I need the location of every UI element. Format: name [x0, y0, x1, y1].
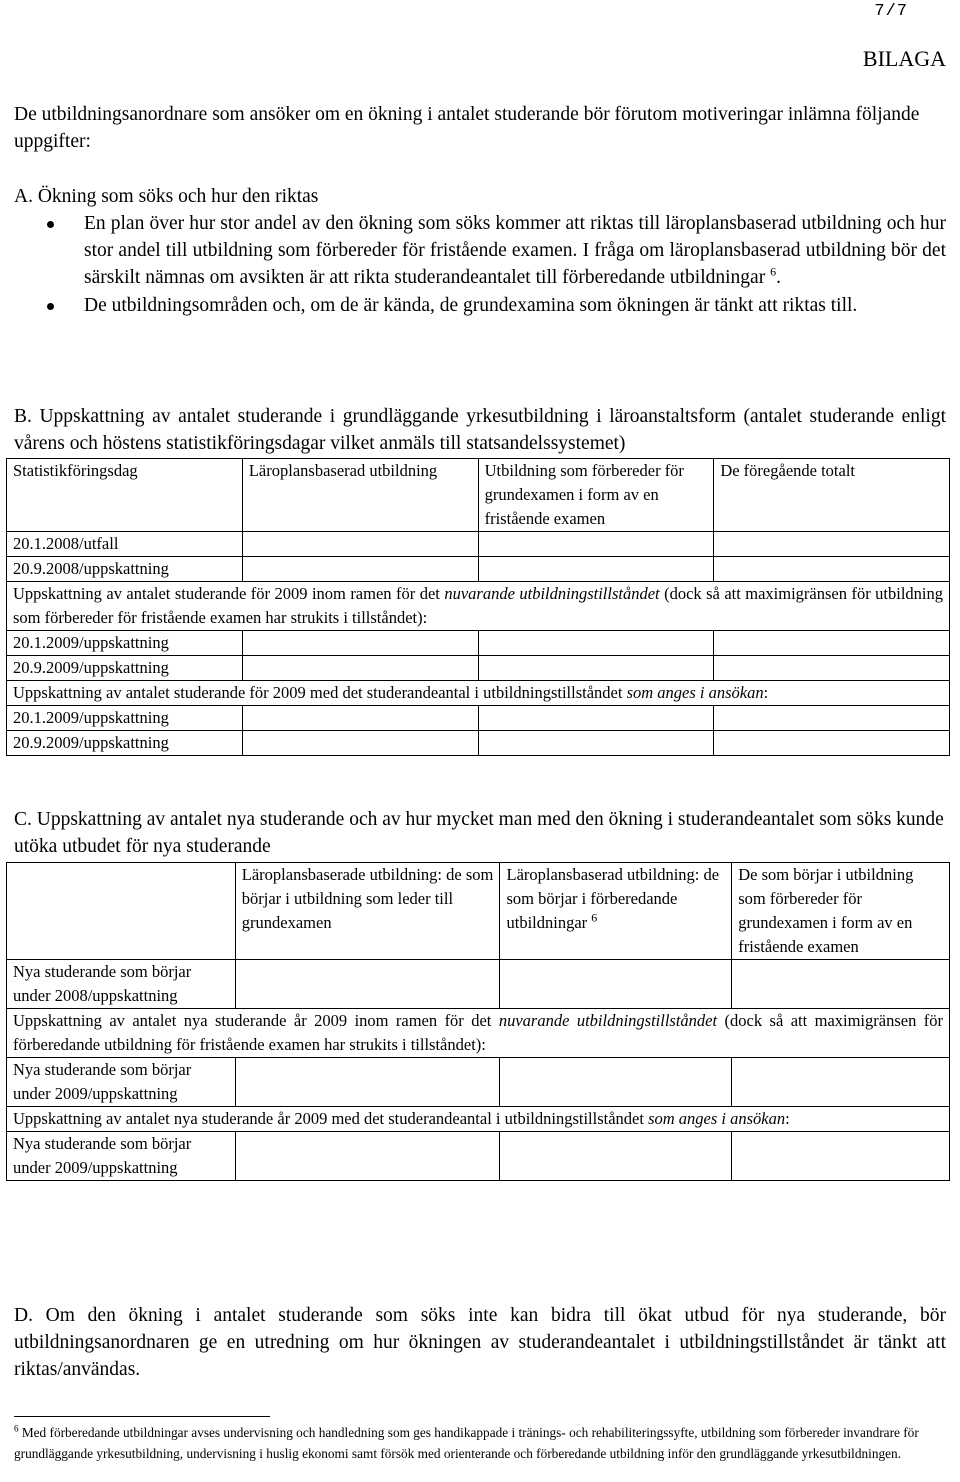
table-cell [235, 1132, 500, 1181]
section-b-table [6, 458, 950, 756]
header-cell: Läroplansbaserade utbildning: de som börjar i utbildning som leder till grundexamen [235, 863, 500, 960]
table-cell [500, 960, 732, 1009]
table-row [7, 960, 950, 1009]
table-cell [714, 631, 950, 656]
bullet-dot-icon [47, 221, 54, 228]
section-c-heading: C. Uppskattning av antalet nya studerande och av hur mycket man med den ökning i studerandeantalet som söks kunde utöka utbudet för nya studerande [14, 809, 944, 857]
table-note [7, 1009, 950, 1058]
table-cell [714, 656, 950, 681]
row-label: Nya studerande som börjar under 2008/uppskattning [7, 960, 236, 1009]
row-label: 20.1.2009/uppskattning [7, 631, 243, 656]
footnote [14, 1422, 946, 1464]
table-row [7, 532, 950, 557]
header-cell: Läroplansbaserad utbildning [242, 459, 478, 532]
row-label: 20.9.2009/uppskattning [7, 731, 243, 756]
section-a-heading: A. Ökning som söks och hur den riktas [14, 186, 319, 207]
bullet-plan-text: En plan över hur stor andel av den ökning som söks kommer att riktas till läroplansbaserad utbildning och hur stor andel till utbildning som förbereder för fristående examen. I fråga om läroplansbaserad utbildning bör det särskilt nämnas om avsikten är att rikta studerandeantalet till förberedande utbildningar [84, 213, 946, 288]
table-cell [242, 731, 478, 756]
table-cell [478, 631, 714, 656]
bullet-plan-end: . [776, 267, 781, 288]
table-cell [242, 631, 478, 656]
note-text: Uppskattning av antalet nya studerande år 2009 inom ramen för det [13, 1011, 499, 1030]
table-cell [242, 532, 478, 557]
note-emphasis: som anges i ansökan [626, 683, 764, 702]
table-cell [732, 1058, 950, 1107]
table-header-row [7, 459, 950, 532]
section-d-paragraph: D. Om den ökning i antalet studerande som söks inte kan bidra till ökat utbud för nya studerande, bör utbildningsanordnaren ge en utredning om hur ökningen av studerandeantalet i utbildningstillståndet är tänkt att riktas/användas. [14, 1305, 946, 1380]
table-row [7, 557, 950, 582]
table-cell [714, 532, 950, 557]
table-cell [714, 557, 950, 582]
header-cell: Statistikföringsdag [7, 459, 243, 532]
footnote-divider [14, 1416, 270, 1417]
header-cell: De som börjar i utbildning som förbereder för grundexamen i form av en fristående examen [732, 863, 950, 960]
table-cell [732, 960, 950, 1009]
table-row [7, 631, 950, 656]
table-note [7, 681, 950, 706]
header-cell-empty [7, 863, 236, 960]
table-row [7, 731, 950, 756]
table-note-row [7, 582, 950, 631]
note-emphasis: som anges i ansökan [648, 1109, 786, 1128]
row-label: Nya studerande som börjar under 2009/uppskattning [7, 1132, 236, 1181]
bullet-item-areas [14, 292, 946, 319]
row-label: 20.1.2009/uppskattning [7, 706, 243, 731]
table-header-row [7, 863, 950, 960]
row-label: 20.1.2008/utfall [7, 532, 243, 557]
header-cell-text: Läroplansbaserad utbildning: de som börjar i förberedande utbildningar [506, 865, 720, 932]
bullet-item-plan [14, 210, 946, 291]
table-note-row [7, 681, 950, 706]
section-b-heading: B. Uppskattning av antalet studerande i grundläggande yrkesutbildning i läroanstaltsform (antalet studerande enligt vårens och höstens statistikföringsdagar vilket anmäls till statsandelssystemet) [14, 406, 946, 454]
note-text: : [785, 1109, 790, 1128]
table-cell [242, 557, 478, 582]
table-row [7, 1132, 950, 1181]
bullet-dot-icon [47, 303, 54, 310]
appendix-label: BILAGA [862, 46, 946, 71]
table-note [7, 1107, 950, 1132]
note-emphasis: nuvarande utbildningstillståndet [498, 1011, 718, 1030]
header-cell [500, 863, 732, 960]
row-label: Nya studerande som börjar under 2009/uppskattning [7, 1058, 236, 1107]
table-cell [235, 960, 500, 1009]
table-cell [478, 557, 714, 582]
intro-paragraph: De utbildningsanordnare som ansöker om en ökning i antalet studerande bör förutom motiveringar inlämna följande uppgifter: [14, 104, 920, 152]
table-note-row [7, 1009, 950, 1058]
table-cell [500, 1058, 732, 1107]
bullet-areas-text: De utbildningsområden och, om de är kända, de grundexamina som ökningen är tänkt att riktas till. [84, 295, 858, 316]
row-label: 20.9.2008/uppskattning [7, 557, 243, 582]
footnote-ref: 6 [770, 264, 777, 279]
header-cell: De föregående totalt [714, 459, 950, 532]
note-text: : [763, 683, 769, 702]
page-number: 7/7 [874, 2, 908, 21]
section-c-table [6, 862, 950, 1181]
section-a-bullet-list [14, 210, 946, 320]
note-text: (dock så att maximigränsen för utbildning som förbereder för fristående examen har strukits i tillståndet): [13, 584, 943, 627]
footnote-number: 6 [14, 1423, 19, 1434]
table-cell [478, 656, 714, 681]
table-cell [714, 731, 950, 756]
note-text: Uppskattning av antalet studerande för 2009 med det studerandeantal i utbildningstillståndet [13, 683, 627, 702]
table-note [7, 582, 950, 631]
note-emphasis: nuvarande utbildningstillståndet [444, 584, 660, 603]
table-cell [235, 1058, 500, 1107]
table-cell [478, 706, 714, 731]
note-text: (dock så att maximigränsen för förberedande utbildning för fristående examen har strukits i tillståndet): [13, 1011, 943, 1054]
table-note-row [7, 1107, 950, 1132]
note-text: Uppskattning av antalet studerande för 2009 inom ramen för det [13, 584, 445, 603]
row-label: 20.9.2009/uppskattning [7, 656, 243, 681]
note-text: Uppskattning av antalet nya studerande år 2009 med det studerandeantal i utbildningstillståndet [13, 1109, 649, 1128]
table-row [7, 1058, 950, 1107]
header-cell: Utbildning som förbereder för grundexamen i form av en fristående examen [478, 459, 714, 532]
footnote-ref: 6 [591, 910, 598, 925]
table-cell [478, 731, 714, 756]
table-cell [714, 706, 950, 731]
table-cell [500, 1132, 732, 1181]
footnote-text: Med förberedande utbildningar avses undervisning och handledning som ges handikappade i tränings- och rehabiliteringssyfte, utbildning som förbereder invandrare för grundläggande yrkesutbildning, undervisning i huslig ekonomi samt försök med orienterande och förberedande utbildning inför den grundläggande yrkesutbildningen. [14, 1425, 919, 1461]
table-cell [478, 532, 714, 557]
table-row [7, 706, 950, 731]
table-cell [242, 706, 478, 731]
table-cell [732, 1132, 950, 1181]
table-cell [242, 656, 478, 681]
table-row [7, 656, 950, 681]
